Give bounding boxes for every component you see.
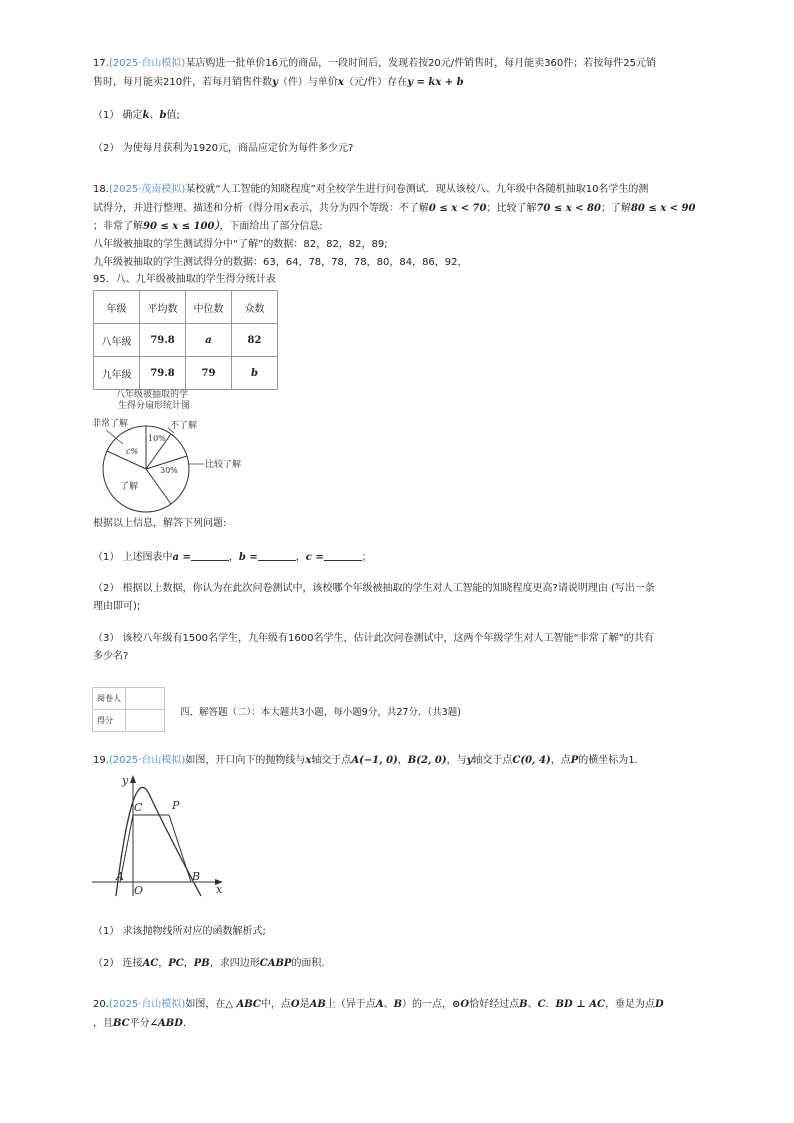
table-cell: 79 bbox=[186, 357, 232, 390]
pie-title-line-2: 生得分扇形统计图 bbox=[118, 401, 191, 411]
text: ，点 bbox=[550, 755, 571, 766]
math: A(−1, 0) bbox=[351, 755, 398, 766]
q18-sub-2-line-2: 理由即可); bbox=[93, 601, 141, 612]
q18-line-3 bbox=[93, 221, 323, 233]
q17-line-2 bbox=[93, 77, 464, 89]
score-box bbox=[92, 687, 165, 732]
text: 的面积. bbox=[291, 958, 325, 969]
q18-sub-2-line-1: （2） 根据以上数据，你认为在此次问卷测试中，该校哪个年级被抽取的学生对人工智能的知晓程度更高?请说明理由 (写出一条 bbox=[93, 583, 655, 594]
q20-line-2 bbox=[93, 1018, 186, 1030]
q20-line-1 bbox=[93, 999, 664, 1011]
text: ，垂足为点 bbox=[604, 999, 655, 1010]
math: △ ABC bbox=[225, 999, 261, 1010]
math: CABP bbox=[259, 958, 292, 969]
math: ⊙O bbox=[452, 999, 470, 1010]
text: ，与 bbox=[446, 755, 467, 766]
label-y: y bbox=[122, 774, 129, 787]
q17-sub-1 bbox=[93, 110, 180, 122]
label-x: x bbox=[216, 883, 223, 896]
math: a = bbox=[172, 552, 191, 563]
text: （1） 上述图表中 bbox=[93, 552, 173, 563]
segment-pb bbox=[169, 815, 191, 882]
math: C bbox=[537, 999, 546, 1010]
question-text: 某校就“人工智能的知晓程度”对全校学生进行问卷测试．现从该校八、九年级中各随机抽取10名学生的测 bbox=[185, 184, 649, 195]
question-text: 某店购进一批单价16元的商品，一段时间后，发现若按20元/件销售时，每月能卖360件；若按每件25元销 bbox=[185, 58, 656, 69]
q18-sub-3-line-2: 多少名? bbox=[93, 651, 129, 662]
text: （1） 确定 bbox=[93, 110, 143, 121]
leader-line bbox=[106, 430, 123, 444]
question-number: 17. bbox=[93, 58, 109, 69]
blank-c[interactable] bbox=[324, 550, 362, 561]
text: ； bbox=[361, 552, 372, 563]
text: ，求四边形 bbox=[209, 958, 260, 969]
label-c: C bbox=[134, 801, 143, 814]
pie-percent-c: c% bbox=[126, 447, 139, 456]
text: ；了解 bbox=[600, 203, 631, 214]
score-cell[interactable] bbox=[126, 710, 165, 732]
table-cell: 79.8 bbox=[140, 324, 186, 357]
section-title: 四、解答题（二）：本大题共3小题，每小题9分，共27分．（共3题) bbox=[180, 707, 461, 718]
q18-prompt: 根据以上信息，解答下列问题: bbox=[93, 518, 227, 529]
text: 轴交于点 bbox=[472, 755, 513, 766]
text: ， bbox=[183, 958, 194, 969]
table-row bbox=[93, 688, 165, 710]
table-row bbox=[94, 324, 278, 357]
math: y bbox=[466, 755, 473, 766]
table-cell: 82 bbox=[232, 324, 278, 357]
text: 上（异于点 bbox=[325, 999, 376, 1010]
math-formula: y = kx + b bbox=[407, 77, 464, 88]
text: ，下面给出了部分信息: bbox=[219, 221, 323, 232]
q18-line-1 bbox=[93, 184, 648, 196]
math: k bbox=[142, 110, 150, 121]
text: 的横坐标为1. bbox=[578, 755, 638, 766]
parabola-curve bbox=[116, 787, 201, 896]
q19-line-1 bbox=[93, 755, 638, 767]
table-cell: 九年级 bbox=[94, 357, 140, 390]
y-axis-arrow-icon bbox=[130, 775, 136, 783]
text: 平分 bbox=[129, 1018, 150, 1029]
text: 、 bbox=[383, 999, 394, 1010]
stats-table bbox=[93, 290, 278, 390]
math: C(0, 4) bbox=[512, 755, 551, 766]
text: ， bbox=[228, 552, 239, 563]
table-header-cell: 众数 bbox=[232, 291, 278, 324]
q18-line-4: 八年级被抽取的学生测试得分中“了解”的数据：82，82，82，89; bbox=[93, 239, 388, 250]
question-number: 18. bbox=[93, 184, 109, 195]
label-b: B bbox=[192, 870, 201, 883]
math: x bbox=[337, 77, 344, 88]
text: ， bbox=[158, 958, 169, 969]
pie-label-very: 非常了解 bbox=[92, 419, 129, 429]
text: 试得分，并进行整理、描述和分析（得分用x表示，共分为四个等级：不了解 bbox=[93, 203, 429, 214]
blank-a[interactable] bbox=[191, 550, 229, 561]
source-tag[interactable]: (2025·台山模拟) bbox=[108, 755, 186, 766]
label-a: A bbox=[116, 870, 124, 883]
table-row bbox=[94, 357, 278, 390]
math: 70 ≤ x < 80 bbox=[536, 203, 601, 214]
pie-title-line-1: 八年级被抽取的学 bbox=[116, 390, 189, 400]
text: ；非常了解 bbox=[93, 221, 143, 232]
text: ，且 bbox=[93, 1018, 113, 1029]
q17-line-1 bbox=[93, 58, 656, 70]
math: b bbox=[159, 110, 167, 121]
q18-line-5: 九年级被抽取的学生测试得分的数据：63，64，78，78，78，80，84，86，92， bbox=[93, 257, 468, 268]
label-p: P bbox=[172, 799, 180, 812]
text: . bbox=[182, 1018, 187, 1029]
math: x bbox=[305, 755, 312, 766]
text: ）的一点， bbox=[402, 999, 453, 1010]
pie-label-not: 不了解 bbox=[170, 421, 198, 431]
math: D bbox=[654, 999, 664, 1010]
grader-label: 阅卷人 bbox=[93, 688, 126, 710]
table-header-cell: 年级 bbox=[94, 291, 140, 324]
text: （元/件）存在 bbox=[343, 77, 408, 88]
pie-chart-figure bbox=[88, 388, 258, 514]
q18-line-6: 95．八、九年级被抽取的学生得分统计表 bbox=[93, 274, 276, 285]
text: 如图，在 bbox=[185, 999, 226, 1010]
math: y bbox=[272, 77, 278, 88]
pie-percent-10: 10% bbox=[148, 434, 166, 443]
math: A bbox=[375, 999, 384, 1010]
math: b = bbox=[238, 552, 258, 563]
math: P bbox=[570, 755, 579, 766]
text: ；比较了解 bbox=[486, 203, 537, 214]
text: 、 bbox=[149, 110, 160, 121]
q19-sub-2 bbox=[93, 958, 325, 970]
math: 0 ≤ x < 70 bbox=[428, 203, 487, 214]
text: （2） 连接 bbox=[93, 958, 143, 969]
table-cell: a bbox=[186, 324, 232, 357]
table-header-cell: 中位数 bbox=[186, 291, 232, 324]
table-cell: 79.8 bbox=[140, 357, 186, 390]
text: 、 bbox=[527, 999, 538, 1010]
question-number: 20. bbox=[93, 999, 109, 1010]
text: 中，点 bbox=[260, 999, 291, 1010]
math: c = bbox=[305, 552, 324, 563]
math: B(2, 0) bbox=[407, 755, 447, 766]
pie-percent-30: 30% bbox=[160, 466, 178, 475]
math: AC bbox=[142, 958, 159, 969]
text: 如图，开口向下的抛物线与 bbox=[185, 755, 306, 766]
table-header-cell: 平均数 bbox=[140, 291, 186, 324]
q18-line-2 bbox=[93, 203, 695, 215]
text: ． bbox=[545, 999, 556, 1010]
parabola-figure bbox=[90, 772, 230, 900]
math: PB bbox=[193, 958, 210, 969]
pie-label-know: 了解 bbox=[120, 482, 139, 492]
text: ， bbox=[397, 755, 408, 766]
math: AB bbox=[309, 999, 326, 1010]
source-tag[interactable]: (2025·台山模拟) bbox=[108, 58, 186, 69]
math: O bbox=[290, 999, 300, 1010]
q18-sub-1 bbox=[93, 550, 372, 564]
table-cell: 八年级 bbox=[94, 324, 140, 357]
text: 恰好经过点 bbox=[469, 999, 520, 1010]
math: 90 ≤ x ≤ 100） bbox=[143, 221, 220, 232]
text: 轴交于点 bbox=[311, 755, 352, 766]
text: 是 bbox=[299, 999, 310, 1010]
text: ， bbox=[295, 552, 306, 563]
table-row bbox=[93, 710, 165, 732]
table-header-row bbox=[94, 291, 278, 324]
math: B bbox=[393, 999, 403, 1010]
text: 值; bbox=[166, 110, 180, 121]
score-label: 得分 bbox=[93, 710, 126, 732]
math: 80 ≤ x < 90 bbox=[630, 203, 696, 214]
pie-label-compare: 比较了解 bbox=[205, 460, 242, 470]
math: PC bbox=[168, 958, 184, 969]
text: 售时，每月能卖210件，若每月销售件数 bbox=[93, 77, 273, 88]
q17-sub-2: （2） 为使每月获利为1920元，商品应定价为每件多少元? bbox=[93, 143, 354, 154]
source-tag[interactable]: (2025·台山模拟) bbox=[108, 999, 186, 1010]
math: B bbox=[519, 999, 528, 1010]
text: （件）与单价 bbox=[277, 77, 338, 88]
q19-sub-1: （1） 求该抛物线所对应的函数解析式; bbox=[93, 926, 266, 937]
math: BC bbox=[113, 1018, 130, 1029]
source-tag[interactable]: (2025·茂南模拟) bbox=[108, 184, 186, 195]
question-number: 19. bbox=[93, 755, 109, 766]
grader-cell[interactable] bbox=[126, 688, 165, 710]
blank-b[interactable] bbox=[258, 550, 296, 561]
math: ∠ABD bbox=[149, 1018, 183, 1029]
table-cell: b bbox=[232, 357, 278, 390]
q18-sub-3-line-1: （3） 该校八年级有1500名学生，九年级有1600名学生，估计此次问卷测试中，这两个年级学生对人工智能“非常了解”的共有 bbox=[93, 633, 654, 644]
label-o: O bbox=[134, 884, 144, 897]
math: BD ⊥ AC bbox=[555, 999, 605, 1010]
